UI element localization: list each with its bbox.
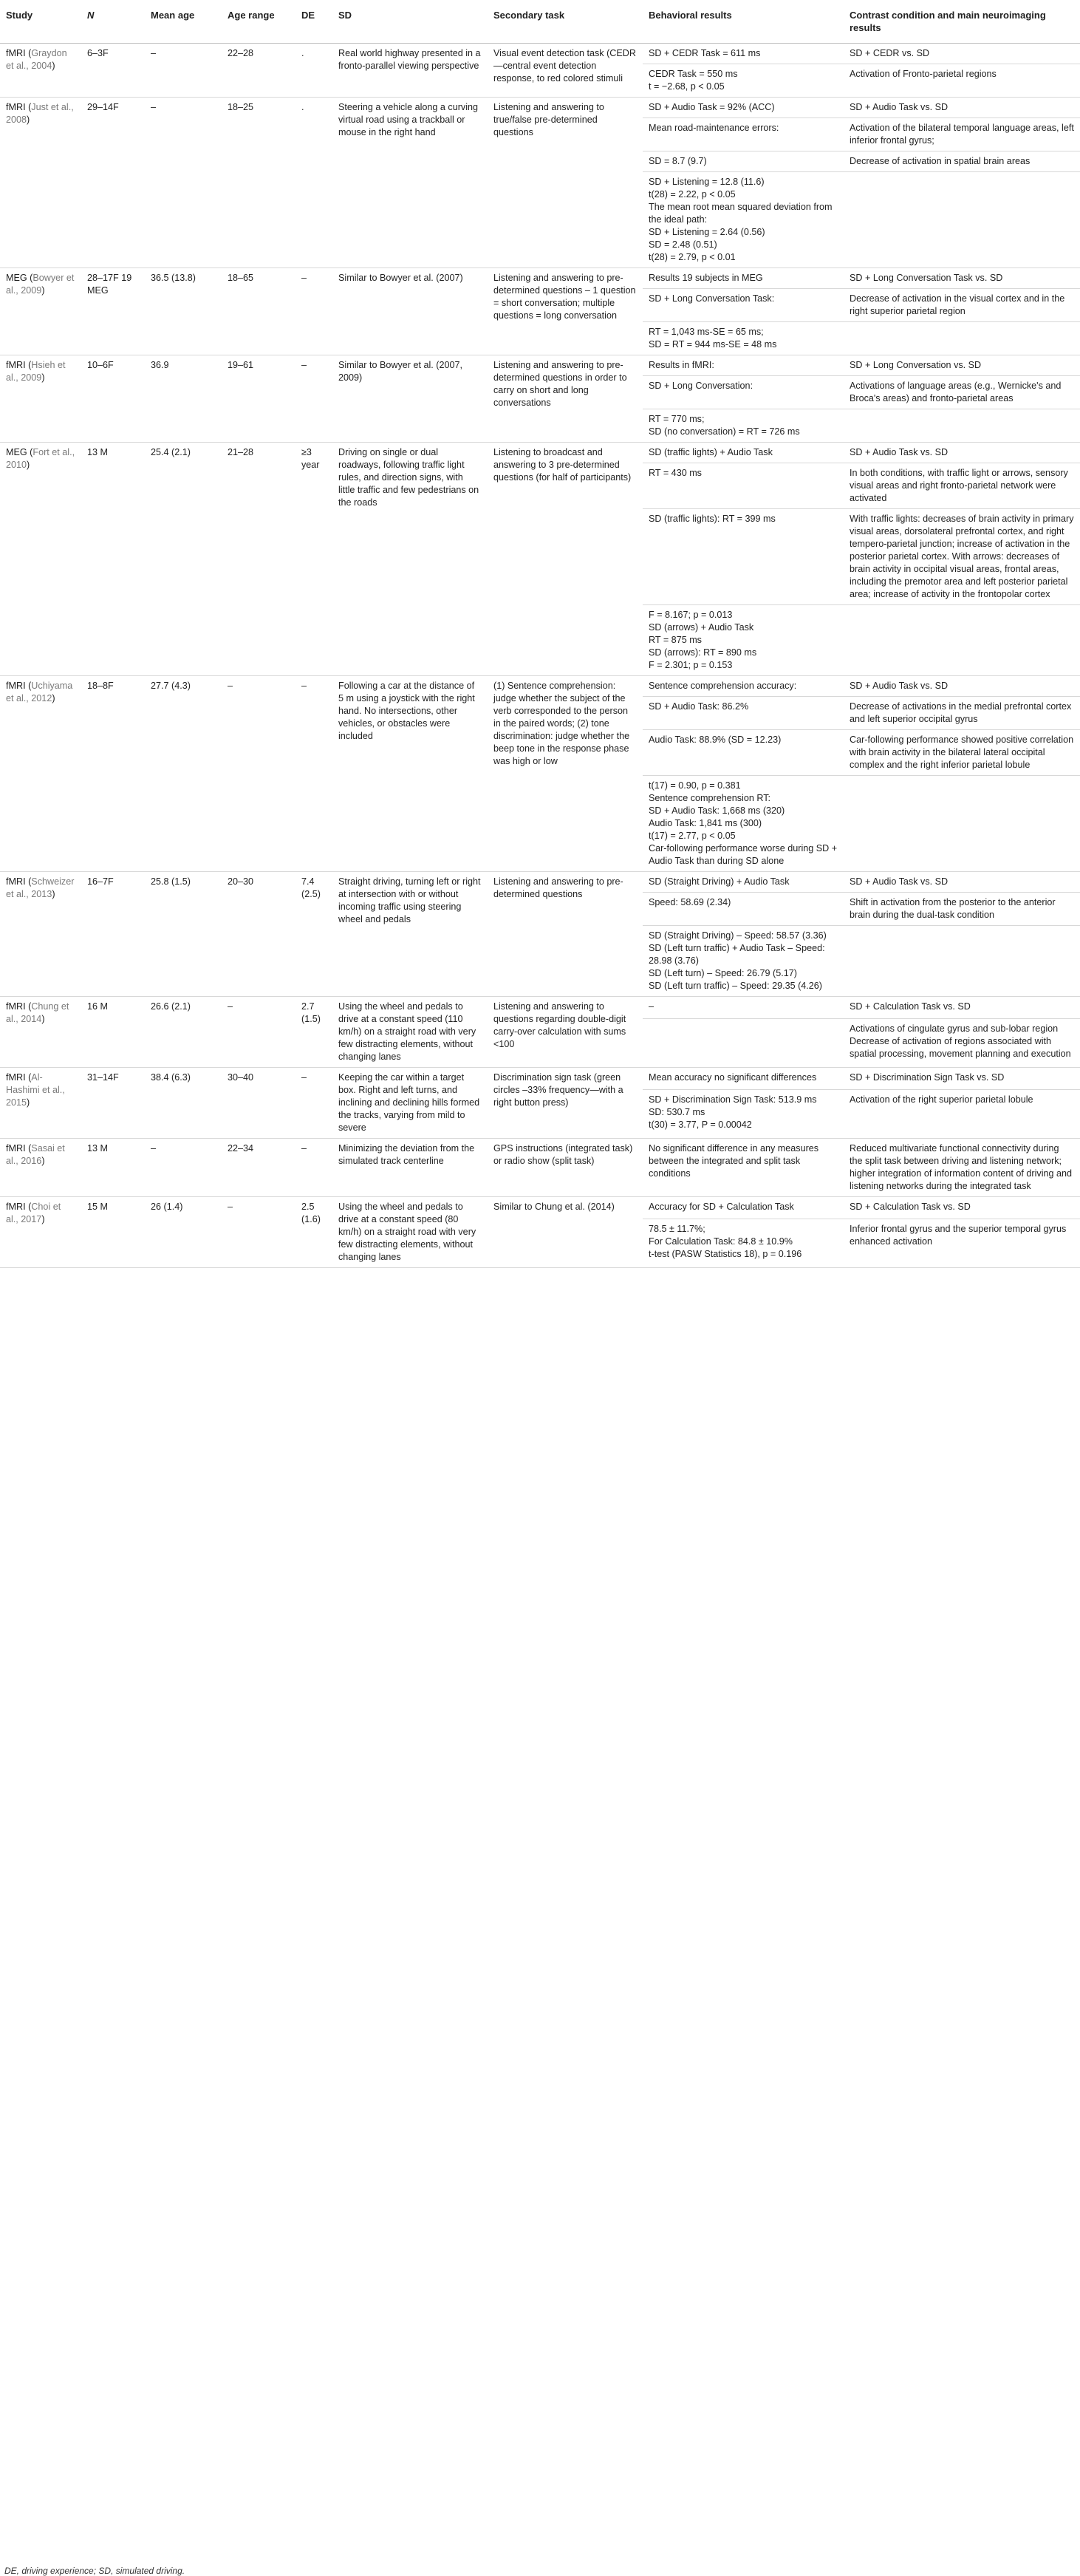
header-row — [0, 0, 1080, 44]
secondary-task-cell: Listening and answering to true/false pre-determined questions — [488, 98, 643, 268]
behavioral-result-cell — [643, 730, 844, 776]
behavioral-result-line: SD + Listening = 12.8 (11.6) — [649, 177, 765, 187]
n-cell: 16–7F — [81, 872, 145, 997]
behavioral-result-line: 78.5 ± 11.7%; — [649, 1223, 705, 1234]
secondary-task-cell: (1) Sentence comprehension: judge whether the subject of the verb corresponded to the person in the paired words; (2) tone discrimination: judge whether the beep tone in the response phase was high or low — [488, 676, 643, 872]
behavioral-result-line: SD = 8.7 (9.7) — [649, 156, 707, 166]
header-behavioral-results: Behavioral results — [643, 0, 844, 44]
table-row — [0, 355, 1080, 376]
mean-age-cell: 25.8 (1.5) — [145, 872, 222, 997]
study-reference-link[interactable]: Al-Hashimi et al., 2015 — [6, 1072, 65, 1108]
behavioral-result-line: The mean root mean squared deviation from the ideal path: — [649, 202, 833, 225]
behavioral-result-cell — [643, 322, 844, 355]
contrast-result-cell — [844, 151, 1080, 172]
study-cell: fMRI (Graydon et al., 2004) — [0, 44, 81, 98]
behavioral-result-line: Car-following performance worse during SD + Audio Task than during SD alone — [649, 843, 838, 866]
behavioral-result-cell — [643, 118, 844, 151]
behavioral-result-cell — [643, 98, 844, 118]
contrast-result-line: In both conditions, with traffic light or arrows, sensory visual areas and right fronto-parietal network were activated — [850, 468, 1068, 503]
behavioral-result-cell — [643, 605, 844, 676]
study-cell: MEG (Bowyer et al., 2009) — [0, 268, 81, 355]
behavioral-result-line: Results in fMRI: — [649, 360, 714, 370]
contrast-result-line: SD + Long Conversation Task vs. SD — [850, 273, 1003, 283]
n-cell: 18–8F — [81, 676, 145, 872]
contrast-result-cell — [844, 676, 1080, 697]
contrast-result-line: SD + Calculation Task vs. SD — [850, 1001, 971, 1012]
table-row — [0, 1139, 1080, 1197]
behavioral-result-line: Results 19 subjects in MEG — [649, 273, 763, 283]
behavioral-result-line: SD (Straight Driving) + Audio Task — [649, 876, 790, 887]
header-n: N — [81, 0, 145, 44]
contrast-result-cell — [844, 463, 1080, 509]
behavioral-result-cell — [643, 268, 844, 289]
behavioral-result-line: Mean accuracy no significant differences — [649, 1072, 817, 1083]
n-cell: 6–3F — [81, 44, 145, 98]
mean-age-cell: – — [145, 1139, 222, 1197]
study-cell: MEG (Fort et al., 2010) — [0, 443, 81, 676]
table-row — [0, 1068, 1080, 1090]
mean-age-cell: 26 (1.4) — [145, 1197, 222, 1268]
contrast-result-cell — [844, 997, 1080, 1019]
behavioral-result-line: Speed: 58.69 (2.34) — [649, 897, 731, 907]
sd-cell: Using the wheel and pedals to drive at a constant speed (80 km/h) on a straight road with very few distracting elements, without changing lanes — [332, 1197, 488, 1268]
header-de: DE — [295, 0, 332, 44]
study-method: fMRI — [6, 1001, 26, 1012]
contrast-result-line: Activations of language areas (e.g., Wernicke's and Broca's areas) and fronto-parietal areas — [850, 381, 1062, 403]
behavioral-result-line: Accuracy for SD + Calculation Task — [649, 1202, 794, 1212]
behavioral-result-cell — [643, 926, 844, 997]
behavioral-result-line: t(17) = 2.77, p < 0.05 — [649, 831, 736, 841]
contrast-result-cell — [844, 355, 1080, 376]
secondary-task-cell: Listening and answering to questions regarding double-digit carry-over calculation with sums <100 — [488, 997, 643, 1068]
behavioral-result-line: Sentence comprehension RT: — [649, 793, 770, 803]
de-cell: – — [295, 676, 332, 872]
de-cell: – — [295, 1068, 332, 1139]
secondary-task-cell: Listening to broadcast and answering to 3 pre-determined questions (for half of participants) — [488, 443, 643, 676]
behavioral-result-line: SD: 530.7 ms — [649, 1106, 705, 1117]
contrast-result-cell — [844, 605, 1080, 676]
sd-cell: Real world highway presented in a fronto-parallel viewing perspective — [332, 44, 488, 98]
study-reference-link[interactable]: Graydon et al., 2004 — [6, 48, 67, 71]
contrast-result-line: Decrease of activations in the medial prefrontal cortex and left superior occipital gyrus — [850, 701, 1072, 724]
study-method: fMRI — [6, 1072, 26, 1083]
contrast-result-cell — [844, 1068, 1080, 1090]
behavioral-result-line: RT = 875 ms — [649, 635, 702, 645]
n-cell: 16 M — [81, 997, 145, 1068]
study-cell: fMRI (Just et al., 2008) — [0, 98, 81, 268]
contrast-result-cell — [844, 697, 1080, 730]
behavioral-result-line: F = 8.167; p = 0.013 — [649, 610, 733, 620]
study-cell: fMRI (Hsieh et al., 2009) — [0, 355, 81, 443]
contrast-result-cell — [844, 509, 1080, 605]
de-cell: – — [295, 268, 332, 355]
study-reference-link[interactable]: Sasai et al., 2016 — [6, 1143, 65, 1166]
table-body — [0, 44, 1080, 1268]
behavioral-result-line: SD + Audio Task: 86.2% — [649, 701, 749, 712]
contrast-result-cell — [844, 44, 1080, 64]
contrast-result-cell — [844, 730, 1080, 776]
behavioral-result-line: SD (arrows) + Audio Task — [649, 622, 754, 633]
de-cell: – — [295, 355, 332, 443]
study-reference-link[interactable]: Hsieh et al., 2009 — [6, 360, 66, 383]
behavioral-result-line: t(30) = 3.77, P = 0.00042 — [649, 1119, 752, 1130]
n-cell: 15 M — [81, 1197, 145, 1268]
header-secondary-task: Secondary task — [488, 0, 643, 44]
table-row — [0, 268, 1080, 289]
header-mean-age: Mean age — [145, 0, 222, 44]
contrast-result-line: Activations of cingulate gyrus and sub-lobar region — [850, 1023, 1059, 1034]
age-range-cell: – — [222, 997, 295, 1068]
mean-age-cell: – — [145, 44, 222, 98]
age-range-cell: 18–65 — [222, 268, 295, 355]
age-range-cell: 22–28 — [222, 44, 295, 98]
contrast-result-cell — [844, 926, 1080, 997]
study-method: fMRI — [6, 1202, 26, 1212]
behavioral-result-line: SD (no conversation) = RT = 726 ms — [649, 426, 800, 437]
sd-cell: Following a car at the distance of 5 m using a joystick with the right hand. No intersections, other vehicles, or obstacles were included — [332, 676, 488, 872]
behavioral-result-line: RT = 1,043 ms-SE = 65 ms; — [649, 327, 764, 337]
contrast-result-line: SD + Audio Task vs. SD — [850, 447, 949, 457]
study-method: MEG — [6, 273, 27, 283]
sd-cell: Similar to Bowyer et al. (2007) — [332, 268, 488, 355]
contrast-result-line: Decrease of activation in the visual cortex and in the right superior parietal region — [850, 293, 1065, 316]
behavioral-result-line: SD + Listening = 2.64 (0.56) — [649, 227, 765, 237]
study-cell: fMRI (Al-Hashimi et al., 2015) — [0, 1068, 81, 1139]
contrast-result-line: SD + Long Conversation vs. SD — [850, 360, 982, 370]
table-row — [0, 872, 1080, 893]
behavioral-result-line: SD + Long Conversation Task: — [649, 293, 775, 304]
contrast-result-cell — [844, 443, 1080, 463]
contrast-result-line: Reduced multivariate functional connectivity during the split task between driving and listening network; higher integration of information content of driving and listening networks during the integrated task — [850, 1143, 1073, 1191]
header-study: Study — [0, 0, 81, 44]
behavioral-result-line: SD + Discrimination Sign Task: 513.9 ms — [649, 1094, 817, 1105]
study-method: fMRI — [6, 360, 26, 370]
contrast-result-line: SD + Calculation Task vs. SD — [850, 1202, 971, 1212]
behavioral-result-line: SD (Left turn traffic) – Speed: 29.35 (4.26) — [649, 981, 822, 991]
contrast-result-cell — [844, 1018, 1080, 1067]
age-range-cell: 30–40 — [222, 1068, 295, 1139]
age-range-cell: – — [222, 676, 295, 872]
contrast-result-cell — [844, 1089, 1080, 1138]
contrast-result-cell — [844, 409, 1080, 443]
behavioral-result-line: Audio Task: 1,841 ms (300) — [649, 818, 762, 828]
study-method: MEG — [6, 447, 27, 457]
contrast-result-line: Decrease of activation in spatial brain areas — [850, 156, 1031, 166]
study-reference-link[interactable]: Uchiyama et al., 2012 — [6, 681, 73, 703]
study-reference-link[interactable]: Bowyer et al., 2009 — [6, 273, 75, 296]
contrast-result-line: With traffic lights: decreases of brain activity in primary visual areas, dorsolateral prefrontal cortex, and right tempero-parietal junction; increase of activation in the posterior parietal cortex. With arrows: decreases of brain activity in occipital visual areas, frontal areas, including the premotor area and left posterior parietal area; increase of activity in the frontopolar cortex — [850, 514, 1074, 599]
study-cell: fMRI (Uchiyama et al., 2012) — [0, 676, 81, 872]
behavioral-result-cell — [643, 1068, 844, 1090]
behavioral-result-cell — [643, 44, 844, 64]
header-contrast-condition: Contrast condition and main neuroimaging results — [844, 0, 1080, 44]
contrast-result-line: SD + Audio Task vs. SD — [850, 876, 949, 887]
study-reference-link[interactable]: Schweizer et al., 2013 — [6, 876, 75, 899]
age-range-cell: 19–61 — [222, 355, 295, 443]
secondary-task-cell: Visual event detection task (CEDR—central event detection response, to red colored stimuli — [488, 44, 643, 98]
behavioral-result-line: SD (traffic lights): RT = 399 ms — [649, 514, 776, 524]
contrast-result-line: Inferior frontal gyrus and the superior temporal gyrus enhanced activation — [850, 1223, 1067, 1247]
study-reference-link[interactable]: Chung et al., 2014 — [6, 1001, 69, 1024]
study-cell: fMRI (Chung et al., 2014) — [0, 997, 81, 1068]
contrast-result-cell — [844, 322, 1080, 355]
header-age-range: Age range — [222, 0, 295, 44]
behavioral-result-cell — [643, 355, 844, 376]
contrast-result-line: SD + Discrimination Sign Task vs. SD — [850, 1072, 1005, 1083]
contrast-result-cell — [844, 268, 1080, 289]
behavioral-result-line: SD + Audio Task = 92% (ACC) — [649, 102, 775, 112]
behavioral-result-line: SD (Left turn traffic) + Audio Task – Speed: 28.98 (3.76) — [649, 943, 825, 966]
contrast-result-cell — [844, 1219, 1080, 1267]
secondary-task-cell: Listening and answering to pre-determined questions in order to carry on short and long conversations — [488, 355, 643, 443]
behavioral-result-line: Mean road-maintenance errors: — [649, 123, 779, 133]
sd-cell: Driving on single or dual roadways, following traffic light rules, and direction signs, with little traffic and few pedestrians on the roads — [332, 443, 488, 676]
behavioral-result-line: t = −2.68, p < 0.05 — [649, 81, 725, 92]
study-method: fMRI — [6, 102, 26, 112]
n-cell: 13 M — [81, 1139, 145, 1197]
behavioral-result-line: SD (arrows): RT = 890 ms — [649, 647, 757, 658]
de-cell: – — [295, 1139, 332, 1197]
behavioral-result-line: Sentence comprehension accuracy: — [649, 681, 797, 691]
mean-age-cell: 36.5 (13.8) — [145, 268, 222, 355]
age-range-cell: 22–34 — [222, 1139, 295, 1197]
contrast-result-cell — [844, 1139, 1080, 1197]
behavioral-result-line: No significant difference in any measures between the integrated and split task conditions — [649, 1143, 819, 1179]
sd-cell: Steering a vehicle along a curving virtual road using a trackball or mouse in the right hand — [332, 98, 488, 268]
de-cell: 7.4 (2.5) — [295, 872, 332, 997]
study-method: fMRI — [6, 1143, 26, 1154]
contrast-result-cell — [844, 376, 1080, 409]
study-reference-link[interactable]: Fort et al., 2010 — [6, 447, 75, 470]
table-row — [0, 98, 1080, 118]
study-table — [0, 0, 1080, 1268]
de-cell: ≥3 year — [295, 443, 332, 676]
behavioral-result-cell — [643, 697, 844, 730]
behavioral-result-line: SD (traffic lights) + Audio Task — [649, 447, 773, 457]
behavioral-result-line: SD + Audio Task: 1,668 ms (320) — [649, 805, 785, 816]
mean-age-cell: – — [145, 98, 222, 268]
table-row — [0, 1197, 1080, 1219]
behavioral-result-cell — [643, 1197, 844, 1219]
secondary-task-cell: Listening and answering to pre-determined questions – 1 question = short conversation; multiple questions = long conversation — [488, 268, 643, 355]
n-cell: 10–6F — [81, 355, 145, 443]
secondary-task-cell: Similar to Chung et al. (2014) — [488, 1197, 643, 1268]
contrast-result-line: Car-following performance showed positive correlation with brain activity in the bilateral lateral occipital complex and the right inferior parietal lobule — [850, 735, 1074, 770]
contrast-result-line: Shift in activation from the posterior to the anterior brain during the dual-task condition — [850, 897, 1056, 920]
behavioral-result-line: t(28) = 2.79, p < 0.01 — [649, 252, 736, 262]
mean-age-cell: 38.4 (6.3) — [145, 1068, 222, 1139]
behavioral-result-cell — [643, 1089, 844, 1138]
behavioral-result-cell — [643, 676, 844, 697]
secondary-task-cell: Discrimination sign task (green circles –33% frequency—with a right button press) — [488, 1068, 643, 1139]
de-cell: . — [295, 98, 332, 268]
de-cell: . — [295, 44, 332, 98]
mean-age-cell: 36.9 — [145, 355, 222, 443]
behavioral-result-cell — [643, 289, 844, 322]
n-cell: 29–14F — [81, 98, 145, 268]
age-range-cell: 18–25 — [222, 98, 295, 268]
behavioral-result-line: t(17) = 0.90, p = 0.381 — [649, 780, 741, 791]
behavioral-result-line: SD + Long Conversation: — [649, 381, 753, 391]
behavioral-result-cell — [643, 872, 844, 893]
behavioral-result-line: SD (Straight Driving) – Speed: 58.57 (3.36) — [649, 930, 827, 941]
data-table-container — [0, 0, 1080, 1268]
behavioral-result-cell — [643, 64, 844, 98]
behavioral-result-line: t-test (PASW Statistics 18), p = 0.196 — [649, 1248, 802, 1259]
contrast-result-cell — [844, 1197, 1080, 1219]
behavioral-result-cell — [643, 776, 844, 872]
behavioral-result-cell — [643, 1219, 844, 1267]
study-cell: fMRI (Sasai et al., 2016) — [0, 1139, 81, 1197]
table-footnote: DE, driving experience; SD, simulated driving. — [4, 2566, 185, 2576]
contrast-result-cell — [844, 64, 1080, 98]
study-method: fMRI — [6, 876, 26, 887]
behavioral-result-cell — [643, 509, 844, 605]
contrast-result-line: Activation of Fronto-parietal regions — [850, 69, 997, 79]
contrast-result-cell — [844, 289, 1080, 322]
behavioral-result-cell — [643, 1139, 844, 1197]
n-cell: 31–14F — [81, 1068, 145, 1139]
table-row — [0, 676, 1080, 697]
contrast-result-cell — [844, 98, 1080, 118]
study-reference-link[interactable]: Choi et al., 2017 — [6, 1202, 61, 1224]
study-reference-link[interactable]: Just et al., 2008 — [6, 102, 74, 125]
contrast-result-cell — [844, 118, 1080, 151]
age-range-cell: 21–28 — [222, 443, 295, 676]
behavioral-result-cell — [643, 376, 844, 409]
behavioral-result-cell — [643, 893, 844, 926]
behavioral-result-line: t(28) = 2.22, p < 0.05 — [649, 189, 736, 200]
behavioral-result-line: RT = 430 ms — [649, 468, 702, 478]
contrast-result-line: Activation of the bilateral temporal language areas, left inferior frontal gyrus; — [850, 123, 1074, 146]
contrast-result-cell — [844, 776, 1080, 872]
de-cell: 2.5 (1.6) — [295, 1197, 332, 1268]
sd-cell: Using the wheel and pedals to drive at a constant speed (110 km/h) on a straight road with very few distracting elements, without changing lanes — [332, 997, 488, 1068]
contrast-result-cell — [844, 172, 1080, 268]
study-method: fMRI — [6, 681, 26, 691]
behavioral-result-cell — [643, 409, 844, 443]
behavioral-result-line: For Calculation Task: 84.8 ± 10.9% — [649, 1236, 793, 1247]
sd-cell: Keeping the car within a target box. Right and left turns, and inclining and declining hills formed the tracks, varying from mild to severe — [332, 1068, 488, 1139]
contrast-result-line: SD + CEDR vs. SD — [850, 48, 930, 58]
sd-cell: Minimizing the deviation from the simulated track centerline — [332, 1139, 488, 1197]
contrast-result-cell — [844, 893, 1080, 926]
contrast-result-line: SD + Audio Task vs. SD — [850, 681, 949, 691]
table-row — [0, 44, 1080, 64]
behavioral-result-line: SD = RT = 944 ms-SE = 48 ms — [649, 339, 777, 350]
behavioral-result-cell — [643, 172, 844, 268]
sd-cell: Similar to Bowyer et al. (2007, 2009) — [332, 355, 488, 443]
contrast-result-line: SD + Audio Task vs. SD — [850, 102, 949, 112]
behavioral-result-cell — [643, 443, 844, 463]
behavioral-result-line: – — [649, 1001, 655, 1012]
table-row — [0, 443, 1080, 463]
behavioral-result-cell — [643, 1018, 844, 1067]
mean-age-cell: 25.4 (2.1) — [145, 443, 222, 676]
de-cell: 2.7 (1.5) — [295, 997, 332, 1068]
sd-cell: Straight driving, turning left or right at intersection with or without incoming traffic using steering wheel and pedals — [332, 872, 488, 997]
behavioral-result-line: SD + CEDR Task = 611 ms — [649, 48, 761, 58]
n-cell: 13 M — [81, 443, 145, 676]
mean-age-cell: 27.7 (4.3) — [145, 676, 222, 872]
behavioral-result-cell — [643, 997, 844, 1019]
behavioral-result-line: CEDR Task = 550 ms — [649, 69, 738, 79]
behavioral-result-line: Audio Task: 88.9% (SD = 12.23) — [649, 735, 782, 745]
secondary-task-cell: GPS instructions (integrated task) or radio show (split task) — [488, 1139, 643, 1197]
study-cell: fMRI (Choi et al., 2017) — [0, 1197, 81, 1268]
contrast-result-line: Activation of the right superior parietal lobule — [850, 1094, 1033, 1105]
behavioral-result-cell — [643, 463, 844, 509]
behavioral-result-line: SD (Left turn) – Speed: 26.79 (5.17) — [649, 968, 797, 978]
age-range-cell: – — [222, 1197, 295, 1268]
age-range-cell: 20–30 — [222, 872, 295, 997]
behavioral-result-line: RT = 770 ms; — [649, 414, 705, 424]
secondary-task-cell: Listening and answering to pre-determined questions — [488, 872, 643, 997]
behavioral-result-cell — [643, 151, 844, 172]
table-row — [0, 997, 1080, 1019]
contrast-result-line: Decrease of activation of regions associated with spatial processing, movement planning and execution — [850, 1035, 1071, 1059]
n-cell: 28–17F 19 MEG — [81, 268, 145, 355]
mean-age-cell: 26.6 (2.1) — [145, 997, 222, 1068]
study-method: fMRI — [6, 48, 26, 58]
contrast-result-cell — [844, 872, 1080, 893]
study-cell: fMRI (Schweizer et al., 2013) — [0, 872, 81, 997]
header-sd: SD — [332, 0, 488, 44]
behavioral-result-line: SD = 2.48 (0.51) — [649, 239, 717, 250]
behavioral-result-line: F = 2.301; p = 0.153 — [649, 660, 733, 670]
